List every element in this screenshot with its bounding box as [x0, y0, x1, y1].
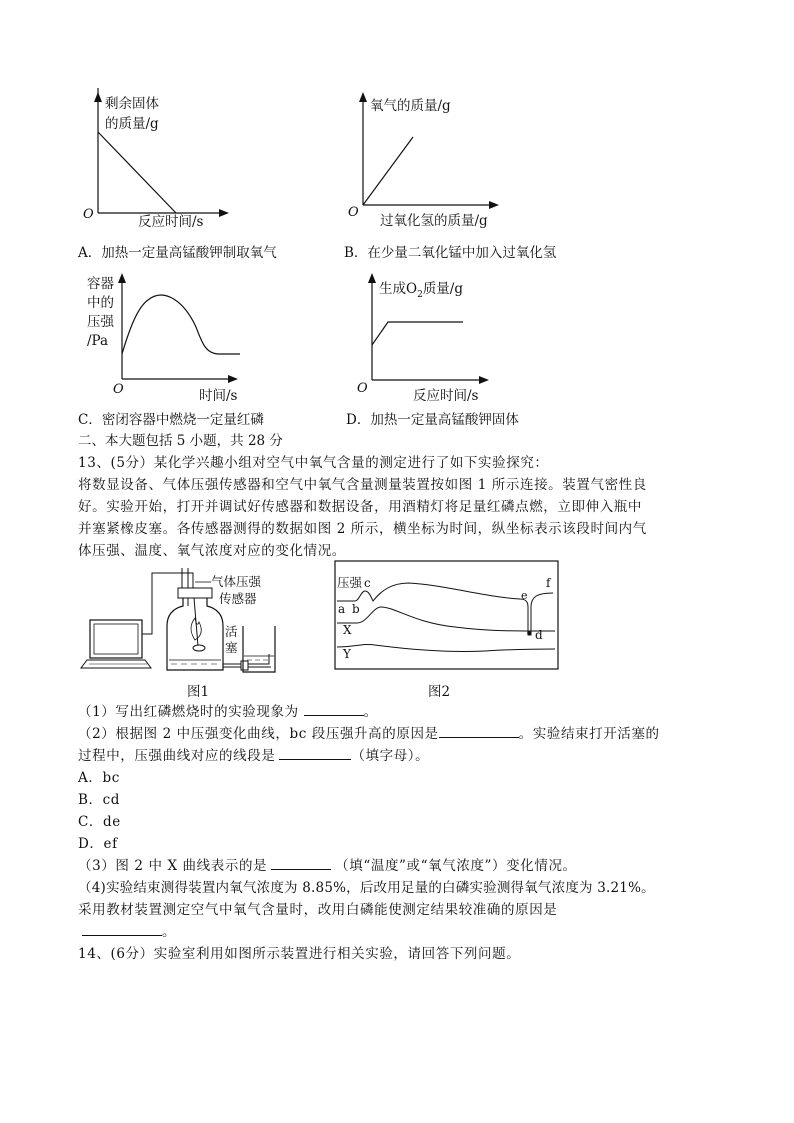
origin-label: O	[348, 205, 359, 220]
caption-c: C．密闭容器中燃烧一定量红磷	[78, 412, 264, 428]
q13-line2: 好。实验开始，打开并调试好传感器和数据设备，用酒精灯将足量红磷点燃，立即伸入瓶中	[78, 499, 642, 515]
figure-2-caption: 图2	[428, 684, 451, 700]
x-label: 反应时间/s	[138, 214, 204, 230]
option-d[interactable]: D．ef	[78, 836, 118, 852]
data-line-increasing	[363, 137, 413, 205]
point-d-label: d	[535, 628, 543, 642]
data-line-decreasing	[98, 132, 176, 213]
q13-intro: 13、(5分）某化学兴趣小组对空气中氧气含量的测定进行了如下实验探究：	[78, 455, 549, 471]
y-label: Y	[343, 647, 351, 661]
sensor-label-2: 传感器	[219, 591, 257, 606]
x-label: 时间/s	[199, 388, 238, 404]
point-d	[527, 631, 531, 635]
caption-a: A．加热一定量高锰酸钾制取氧气	[78, 245, 277, 261]
valve-label-2: 塞	[225, 640, 238, 655]
x-label: 过氧化氢的质量/g	[380, 213, 488, 229]
stopper	[178, 588, 212, 598]
point-b-label: b	[352, 602, 360, 616]
option-b[interactable]: B．cd	[78, 792, 121, 808]
y-axis-arrow	[118, 273, 126, 283]
q13-s2: （2）根据图 2 中压强变化曲线，bc 段压强升高的原因是 。实验结束打开活塞的	[78, 723, 738, 745]
y-label-2: 的质量/g	[105, 116, 159, 132]
oxygen-curve	[372, 322, 463, 345]
graph-c	[84, 265, 254, 410]
y-label-1: 容器	[87, 276, 114, 292]
option-a[interactable]: A．bc	[78, 770, 120, 786]
x-axis-arrow	[479, 376, 489, 384]
x-label: X	[343, 623, 352, 637]
caption-b: B．在少量二氧化锰中加入过氧化氢	[344, 245, 557, 261]
sensor-label-1: 气体压强	[211, 574, 262, 589]
point-e-label: e	[521, 589, 528, 602]
graph-b	[340, 88, 520, 238]
y-label-1: 剩余固体	[105, 96, 159, 112]
section-heading: 二、本大题包括 5 小题，共 28 分	[78, 433, 283, 449]
q13-s1: （1）写出红磷燃烧时的实验现象为 。	[78, 701, 738, 723]
point-a-label: a	[338, 602, 346, 616]
q13-block	[78, 452, 738, 562]
x-axis-arrow	[489, 201, 499, 209]
q13-questions	[78, 701, 738, 965]
valve-label-1: 活	[225, 624, 238, 639]
valve	[241, 661, 248, 670]
answer-blank-4[interactable]	[271, 855, 331, 870]
origin-label: O	[113, 382, 124, 397]
q13-line1: 将数显设备、气体压强传感器和空气中氧气含量测量装置按如图 1 所示连接。装置气密性良	[78, 477, 647, 493]
q13-s2-cont: 过程中，压强曲线对应的线段是 （填字母）。	[78, 745, 738, 767]
origin-label: O	[357, 381, 368, 396]
x-axis-arrow	[219, 209, 229, 217]
caption-d: D．加热一定量高锰酸钾固体	[346, 412, 519, 428]
q13-s4-line2: 采用教材装置测定空气中氧气含量时，改用白磷能使测定结果较准确的原因是	[78, 902, 558, 918]
x-axis-arrow	[228, 375, 238, 383]
point-f-label: f	[546, 576, 551, 590]
graph-a	[80, 88, 240, 238]
y-axis-arrow	[368, 273, 376, 283]
pressure-curve	[122, 295, 240, 354]
spoon	[193, 645, 205, 651]
answer-blank-3[interactable]	[279, 745, 351, 760]
q13-line3: 并塞紧橡皮塞。各传感器测得的数据如图 2 所示，横坐标为时间，纵坐标表示该段时间内气	[78, 521, 647, 537]
figure-2-chart	[335, 561, 560, 673]
y-label: 氧气的质量/g	[370, 98, 451, 114]
y-label: 生成$O_2$质量/g	[379, 281, 464, 300]
answer-blank-5[interactable]	[82, 921, 162, 936]
y-axis-arrow	[359, 92, 367, 102]
origin-label: O	[83, 207, 94, 222]
monitor-screen	[94, 624, 138, 654]
y-label-3: 压强	[87, 314, 114, 330]
x-label: 反应时间/s	[413, 388, 479, 404]
answer-blank-1[interactable]	[304, 701, 364, 716]
graph-d	[355, 265, 505, 410]
y-axis-arrow	[94, 92, 102, 102]
answer-blank-2[interactable]	[439, 723, 519, 738]
y-label-2: 中的	[87, 295, 114, 311]
option-c[interactable]: C．de	[78, 814, 121, 830]
figure-1-caption: 图1	[187, 684, 210, 700]
pressure-label: 压强	[337, 575, 363, 590]
q13-line4: 体压强、温度、氧气浓度对应的变化情况。	[78, 543, 346, 559]
q13-s3: （3）图 2 中 X 曲线表示的是 （填“温度”或“氧气浓度”）变化情况。	[78, 855, 738, 877]
q13-s4-line3: 。	[78, 921, 738, 943]
point-c-label: c	[364, 576, 371, 590]
q13-s4-line1: （4)实验结束测得装置内氧气浓度为 8.85%，后改用足量的白磷实验测得氧气浓度为 3.21%。	[78, 880, 655, 896]
y-label-4: /Pa	[87, 333, 109, 349]
q14-intro: 14、(6分）实验室利用如图所示装置进行相关实验，请回答下列问题。	[78, 946, 521, 962]
